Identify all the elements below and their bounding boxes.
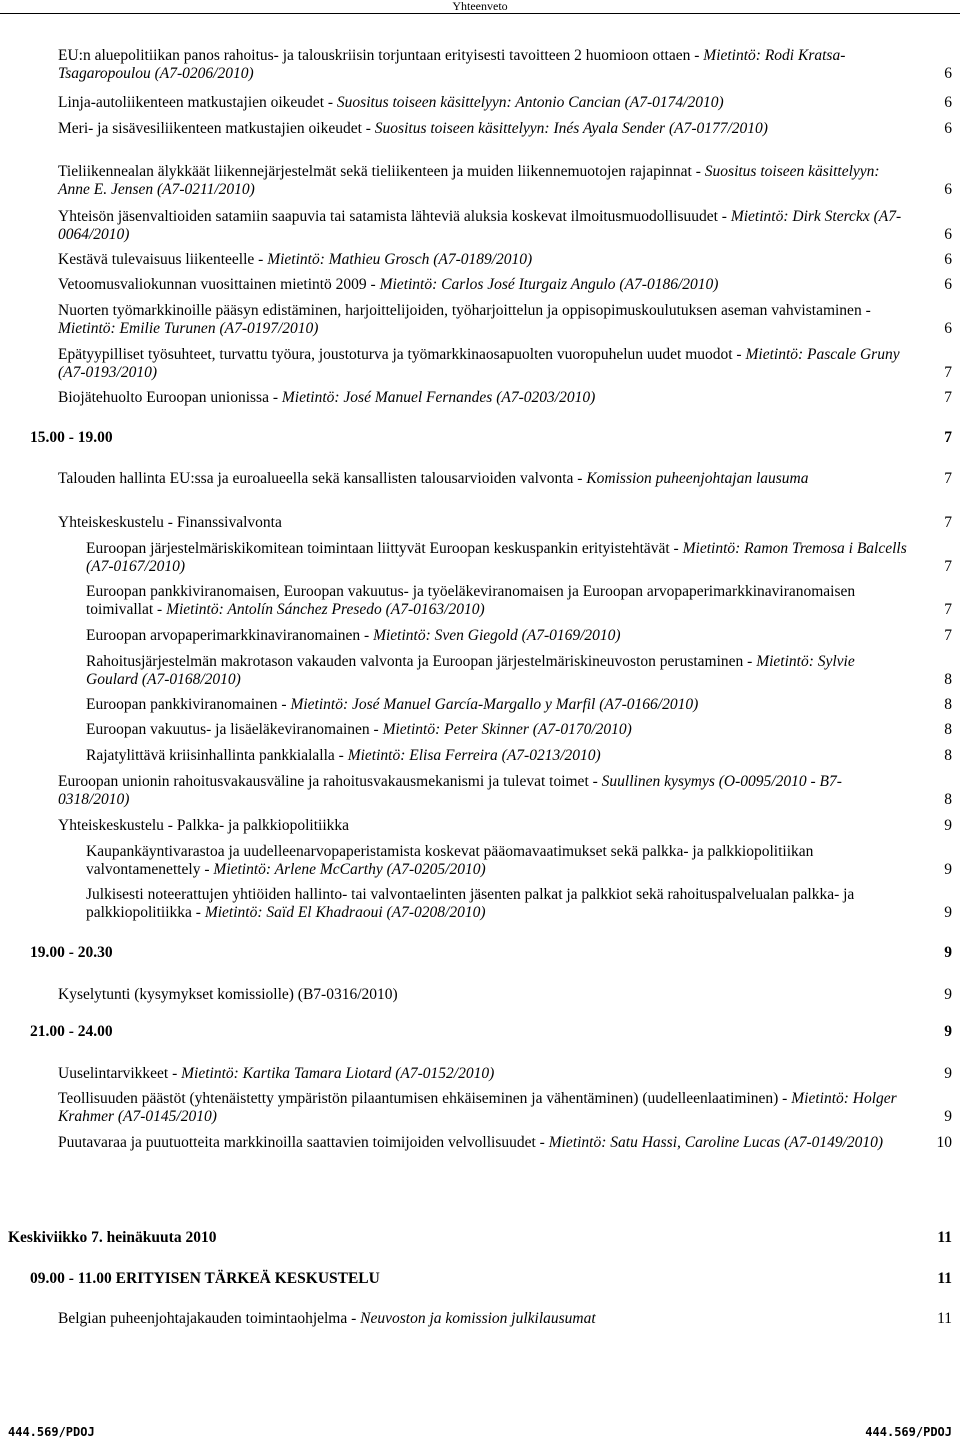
toc-page-number: 6 xyxy=(944,65,952,82)
toc-entry-text xyxy=(58,389,908,407)
toc-page-number: 8 xyxy=(944,696,952,713)
toc-entry-text xyxy=(30,1270,908,1288)
toc-page-number: 6 xyxy=(944,120,952,137)
toc-page-number: 6 xyxy=(944,226,952,243)
toc-page-number: 8 xyxy=(944,671,952,688)
section-heading[interactable] xyxy=(30,944,952,962)
toc-page-number: 6 xyxy=(944,94,952,111)
toc-page-number: 9 xyxy=(944,1065,952,1082)
toc-entry[interactable] xyxy=(58,817,952,835)
toc-entry[interactable] xyxy=(58,163,952,199)
toc-entry-text xyxy=(58,514,908,532)
toc-entry-rapporteur: Suositus toiseen käsittelyyn: Antonio Cancian (A7-0174/2010) xyxy=(336,94,724,111)
toc-entry-title: Puutavaraa ja puutuotteita markkinoilla saattavien toimijoiden velvollisuudet - xyxy=(58,1134,549,1151)
toc-entry-title: Euroopan pankkiviranomaisen, Euroopan vakuutus- ja työeläkeviranomaisen ja Euroopan arvopaperimarkkinaviranomaisen toimivallat - xyxy=(86,583,856,618)
toc-entry-title: Linja-autoliikenteen matkustajien oikeudet - xyxy=(58,94,337,111)
toc-entry-rapporteur: Mietintö: Arlene McCarthy (A7-0205/2010) xyxy=(213,861,486,878)
toc-entry-title: Belgian puheenjohtajakauden toimintaohjelma - xyxy=(58,1310,361,1327)
toc-entry[interactable] xyxy=(58,1090,952,1126)
toc-entry[interactable] xyxy=(86,721,952,739)
toc-entry-title: Euroopan järjestelmäriskikomitean toimintaan liittyvät Euroopan keskuspankin erityistehtävät - xyxy=(86,540,683,557)
toc-page-number: 7 xyxy=(944,364,952,381)
toc-entry[interactable] xyxy=(58,1134,952,1152)
toc-page-number: 11 xyxy=(937,1229,952,1246)
toc-page-number: 9 xyxy=(944,944,952,961)
page-header: Yhteenveto xyxy=(452,0,508,13)
toc-page-number: 7 xyxy=(944,558,952,575)
header-rule xyxy=(0,13,960,14)
toc-entry-rapporteur: Suositus toiseen käsittelyyn: Anne E. Jensen (A7-0211/2010) xyxy=(58,163,880,198)
toc-entry-text xyxy=(58,163,908,199)
toc-entry[interactable] xyxy=(86,653,952,689)
toc-entry-title: Yhteisön jäsenvaltioiden satamiin saapuvia tai satamista lähteviä aluksia koskevat ilmoitusmuodollisuudet - xyxy=(58,208,731,225)
footer-right: 444.569/PDOJ xyxy=(865,1425,952,1439)
toc-entry-text xyxy=(58,208,908,244)
toc-entry[interactable] xyxy=(86,843,952,879)
toc-entry-rapporteur: Mietintö: Dirk Sterckx (A7-0064/2010) xyxy=(58,208,902,243)
toc-entry-text xyxy=(30,429,908,447)
toc-entry-text xyxy=(58,302,908,338)
toc-entry[interactable] xyxy=(58,346,952,382)
toc-page-number: 8 xyxy=(944,747,952,764)
toc-entry-rapporteur: Suullinen kysymys (O-0095/2010 - B7-0318/2010) xyxy=(58,773,842,808)
toc-page-number: 9 xyxy=(944,1108,952,1125)
toc-entry-text xyxy=(58,1065,908,1083)
toc-entry[interactable] xyxy=(58,773,952,809)
toc-entry[interactable] xyxy=(58,94,952,112)
toc-entry-title: Kaupankäyntivarastoa ja uudelleenarvopaperistamista koskevat pääomavaatimukset sekä palkka- ja palkkiopolitiikan valvontamenettely - xyxy=(86,843,814,878)
toc-entry-rapporteur: Mietintö: Sylvie Goulard (A7-0168/2010) xyxy=(86,653,855,688)
toc-page-number: 7 xyxy=(944,514,952,531)
toc-entry[interactable] xyxy=(58,1310,952,1328)
toc-page-number: 9 xyxy=(944,986,952,1003)
toc-entry-rapporteur: Mietintö: Holger Krahmer (A7-0145/2010) xyxy=(58,1090,897,1125)
section-heading[interactable] xyxy=(8,1229,952,1247)
toc-entry-title: Keskiviikko 7. heinäkuuta 2010 xyxy=(8,1229,217,1246)
toc-entry-rapporteur: Neuvoston ja komission julkilausumat xyxy=(360,1310,596,1327)
toc-entry-title: Rahoitusjärjestelmän makrotason vakauden valvonta ja Euroopan järjestelmäriskineuvoston perustaminen - xyxy=(86,653,757,670)
toc-entry[interactable] xyxy=(86,747,952,765)
toc-entry-rapporteur: Mietintö: Peter Skinner (A7-0170/2010) xyxy=(382,721,632,738)
toc-entry-text xyxy=(58,986,908,1004)
toc-entry-title: Euroopan arvopaperimarkkinaviranomainen - xyxy=(86,627,374,644)
toc-entry-rapporteur: Mietintö: Antolín Sánchez Presedo (A7-0163/2010) xyxy=(166,601,485,618)
toc-entry-title: Teollisuuden päästöt (yhtenäistetty ympäristön pilaantumisen ehkäiseminen ja vähentäminen) (uudelleenlaatiminen) - xyxy=(58,1090,792,1107)
toc-entry-title: 19.00 - 20.30 xyxy=(30,944,113,961)
toc-entry-text xyxy=(58,346,908,382)
toc-entry-title: Julkisesti noteerattujen yhtiöiden hallinto- tai valvontaelinten jäsenten palkat ja palkkiot sekä rahoituspalvelualan palkka- ja palkkiopolitiikka - xyxy=(86,886,855,921)
toc-entry[interactable] xyxy=(58,470,952,488)
toc-entry-text xyxy=(86,843,908,879)
toc-entry-title: Talouden hallinta EU:ssa ja euroalueella sekä kansallisten talousarvioiden valvonta - xyxy=(58,470,587,487)
toc-entry-text xyxy=(58,47,908,83)
toc-entry-text xyxy=(58,251,908,269)
toc-entry-title: Biojätehuolto Euroopan unionissa - xyxy=(58,389,282,406)
toc-page-number: 8 xyxy=(944,791,952,808)
toc-entry-text xyxy=(58,817,908,835)
toc-page-number: 8 xyxy=(944,721,952,738)
toc-entry-title: Epätyypilliset työsuhteet, turvattu työura, joustoturva ja työmarkkinaosapuolten vuoropuhelun uudet muodot - xyxy=(58,346,746,363)
toc-entry[interactable] xyxy=(58,514,952,532)
toc-entry-title: Euroopan unionin rahoitusvakausväline ja rahoitusvakausmekanismi ja tulevat toimet - xyxy=(58,773,602,790)
toc-entry-title: Rajatylittävä kriisinhallinta pankkialalla - xyxy=(86,747,348,764)
toc-page-number: 9 xyxy=(944,817,952,834)
toc-entry[interactable] xyxy=(58,276,952,294)
toc-entry-text xyxy=(58,773,908,809)
toc-entry[interactable] xyxy=(86,540,952,576)
toc-page-number: 7 xyxy=(944,627,952,644)
toc-entry-rapporteur: Mietintö: Satu Hassi, Caroline Lucas (A7-0149/2010) xyxy=(548,1134,884,1151)
toc-entry-text xyxy=(30,944,908,962)
toc-entry-text xyxy=(58,470,908,488)
toc-entry-rapporteur: Mietintö: Ramon Tremosa i Balcells (A7-0167/2010) xyxy=(86,540,907,575)
toc-entry[interactable] xyxy=(58,986,952,1004)
toc-page-number: 7 xyxy=(944,429,952,446)
toc-entry-text xyxy=(86,583,908,619)
toc-page-number: 9 xyxy=(944,861,952,878)
toc-entry-title: 09.00 - 11.00 ERITYISEN TÄRKEÄ KESKUSTELU xyxy=(30,1270,380,1287)
toc-entry-text xyxy=(58,1310,908,1328)
toc-entry-rapporteur: Mietintö: Sven Giegold (A7-0169/2010) xyxy=(373,627,621,644)
section-heading[interactable] xyxy=(30,429,952,447)
toc-entry-title: Yhteiskeskustelu - Palkka- ja palkkiopolitiikka xyxy=(58,817,350,834)
toc-page-number: 9 xyxy=(944,904,952,921)
toc-entry-text xyxy=(86,540,908,576)
toc-entry-rapporteur: Komission puheenjohtajan lausuma xyxy=(586,470,809,487)
toc-entry-title: Nuorten työmarkkinoille pääsyn edistäminen, harjoittelijoiden, työharjoittelun ja oppisopimuskoulutuksen aseman vahvistaminen - xyxy=(58,302,871,319)
toc-entry-rapporteur: Mietintö: Mathieu Grosch (A7-0189/2010) xyxy=(267,251,533,268)
footer-left: 444.569/PDOJ xyxy=(8,1425,95,1439)
toc-entry-title: Vetoomusvaliokunnan vuosittainen mietintö 2009 - xyxy=(58,276,380,293)
toc-entry[interactable] xyxy=(86,886,952,922)
toc-entry-title: 21.00 - 24.00 xyxy=(30,1023,113,1040)
toc-entry-text xyxy=(30,1023,908,1041)
toc-entry-rapporteur: Mietintö: Saïd El Khadraoui (A7-0208/2010) xyxy=(204,904,486,921)
toc-page-number: 7 xyxy=(944,601,952,618)
toc-entry[interactable] xyxy=(58,251,952,269)
toc-entry[interactable] xyxy=(58,120,952,138)
section-heading[interactable] xyxy=(30,1270,952,1288)
toc-entry[interactable] xyxy=(58,47,952,83)
toc-entry-text xyxy=(86,653,908,689)
toc-page-number: 6 xyxy=(944,181,952,198)
toc-entry-title: Kestävä tulevaisuus liikenteelle - xyxy=(58,251,268,268)
toc-entry-title: 15.00 - 19.00 xyxy=(30,429,113,446)
toc-entry-rapporteur: Mietintö: Carlos José Iturgaiz Angulo (A7-0186/2010) xyxy=(379,276,719,293)
toc-entry[interactable] xyxy=(58,302,952,338)
section-heading[interactable] xyxy=(30,1023,952,1041)
toc-entry-text xyxy=(8,1229,908,1247)
toc-entry-text xyxy=(86,886,908,922)
toc-page-number: 10 xyxy=(936,1134,952,1151)
toc-entry-text xyxy=(86,627,908,645)
toc-entry[interactable] xyxy=(86,696,952,714)
toc-entry-title: Euroopan pankkiviranomainen - xyxy=(86,696,291,713)
toc-entry-title: Uuselintarvikkeet - xyxy=(58,1065,182,1082)
toc-entry-rapporteur: Mietintö: Emilie Turunen (A7-0197/2010) xyxy=(58,320,319,337)
toc-entry-title: Meri- ja sisävesiliikenteen matkustajien oikeudet - xyxy=(58,120,375,137)
toc-page-number: 7 xyxy=(944,389,952,406)
toc-entry-rapporteur: Mietintö: José Manuel Fernandes (A7-0203/2010) xyxy=(281,389,596,406)
toc-entry-rapporteur: Mietintö: Kartika Tamara Liotard (A7-0152/2010) xyxy=(181,1065,495,1082)
toc-entry-title: Tieliikennealan älykkäät liikennejärjestelmät sekä tieliikenteen ja muiden liikennemuotojen rajapinnat - xyxy=(58,163,705,180)
toc-entry-text xyxy=(58,276,908,294)
toc-entry-text xyxy=(86,747,908,765)
toc-entry-text xyxy=(58,1090,908,1126)
toc-entry-text xyxy=(86,721,908,739)
toc-entry-rapporteur: Mietintö: Elisa Ferreira (A7-0213/2010) xyxy=(347,747,601,764)
toc-entry-rapporteur: Mietintö: José Manuel García-Margallo y Marfil (A7-0166/2010) xyxy=(290,696,699,713)
toc-entry-text xyxy=(86,696,908,714)
toc-entry[interactable] xyxy=(58,389,952,407)
toc-entry-title: Kyselytunti (kysymykset komissiolle) (B7-0316/2010) xyxy=(58,986,398,1003)
toc-entry-title: EU:n aluepolitiikan panos rahoitus- ja talouskriisin torjuntaan erityisesti tavoitteen 2 huomioon ottaen - xyxy=(58,47,704,64)
toc-page-number: 6 xyxy=(944,251,952,268)
toc-page-number: 9 xyxy=(944,1023,952,1040)
toc-entry-rapporteur: Mietintö: Rodi Kratsa-Tsagaropoulou (A7-0206/2010) xyxy=(58,47,846,82)
toc-entry[interactable] xyxy=(86,583,952,619)
toc-entry-text xyxy=(58,120,908,138)
toc-entry-title: Yhteiskeskustelu - Finanssivalvonta xyxy=(58,514,282,531)
toc-page-number: 11 xyxy=(937,1270,952,1287)
toc-entry-text xyxy=(58,1134,908,1152)
toc-entry-rapporteur: Suositus toiseen käsittelyyn: Inés Ayala Sender (A7-0177/2010) xyxy=(374,120,768,137)
toc-entry-text xyxy=(58,94,908,112)
toc-entry[interactable] xyxy=(58,1065,952,1083)
toc-entry-rapporteur: Mietintö: Pascale Gruny (A7-0193/2010) xyxy=(58,346,900,381)
toc-entry[interactable] xyxy=(86,627,952,645)
toc-entry[interactable] xyxy=(58,208,952,244)
toc-entry-title: Euroopan vakuutus- ja lisäeläkeviranomainen - xyxy=(86,721,383,738)
toc-page-number: 11 xyxy=(937,1310,952,1327)
toc-page-number: 7 xyxy=(944,470,952,487)
toc-page-number: 6 xyxy=(944,276,952,293)
toc-page-number: 6 xyxy=(944,320,952,337)
